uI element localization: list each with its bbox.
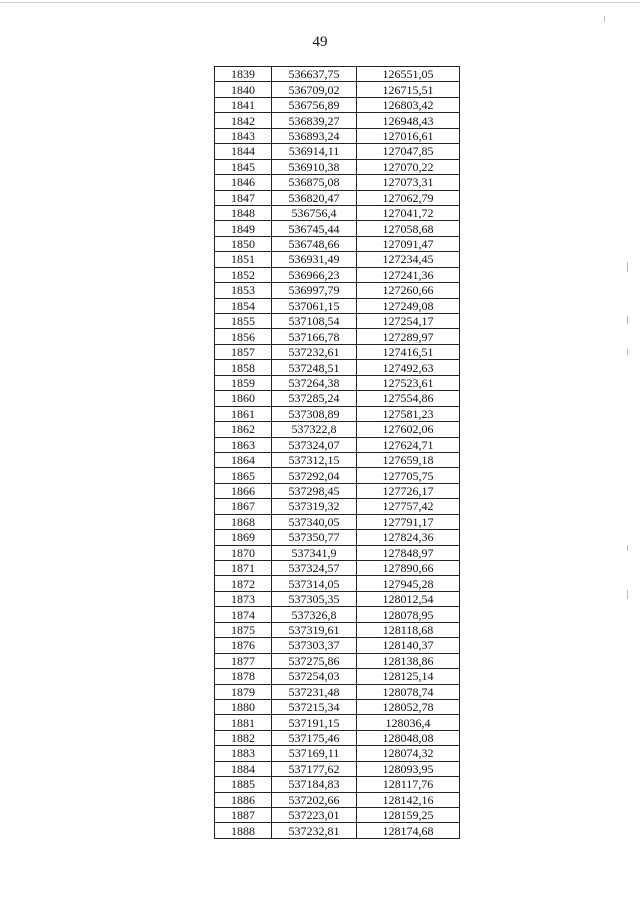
point-number-cell: 1839 [215,67,272,82]
x-coordinate-cell: 537303,37 [272,638,357,653]
y-coordinate-cell: 127492,63 [357,360,460,375]
x-coordinate-cell: 537223,01 [272,808,357,823]
x-coordinate-cell: 537350,77 [272,530,357,545]
point-number-cell: 1864 [215,452,272,467]
point-number-cell: 1848 [215,205,272,220]
y-coordinate-cell: 127073,31 [357,175,460,190]
x-coordinate-cell: 537202,66 [272,792,357,807]
table-row [215,823,460,838]
point-number-cell: 1872 [215,576,272,591]
y-coordinate-cell: 128140,37 [357,638,460,653]
point-number-cell: 1877 [215,653,272,668]
table-row [215,808,460,823]
x-coordinate-cell: 536875,08 [272,175,357,190]
table-row [215,545,460,560]
x-coordinate-cell: 537232,81 [272,823,357,838]
x-coordinate-cell: 537319,61 [272,622,357,637]
x-coordinate-cell: 536748,66 [272,236,357,251]
table-row [215,622,460,637]
y-coordinate-cell: 128074,32 [357,746,460,761]
table-row [215,375,460,390]
y-coordinate-cell: 127058,68 [357,221,460,236]
table-row [215,221,460,236]
y-coordinate-cell: 127234,45 [357,252,460,267]
table-row [215,499,460,514]
point-number-cell: 1887 [215,808,272,823]
x-coordinate-cell: 536709,02 [272,82,357,97]
x-coordinate-cell: 537292,04 [272,468,357,483]
x-coordinate-cell: 537285,24 [272,391,357,406]
table-row [215,591,460,606]
x-coordinate-cell: 537308,89 [272,406,357,421]
x-coordinate-cell: 536839,27 [272,113,357,128]
point-number-cell: 1855 [215,314,272,329]
y-coordinate-cell: 128052,78 [357,699,460,714]
y-coordinate-cell: 128036,4 [357,715,460,730]
y-coordinate-cell: 127890,66 [357,561,460,576]
point-number-cell: 1880 [215,699,272,714]
point-number-cell: 1847 [215,190,272,205]
x-coordinate-cell: 537305,35 [272,591,357,606]
x-coordinate-cell: 537326,8 [272,607,357,622]
table-row [215,699,460,714]
y-coordinate-cell: 128012,54 [357,591,460,606]
point-number-cell: 1843 [215,128,272,143]
point-number-cell: 1844 [215,144,272,159]
y-coordinate-cell: 126715,51 [357,82,460,97]
point-number-cell: 1841 [215,97,272,112]
table-row [215,344,460,359]
y-coordinate-cell: 127047,85 [357,144,460,159]
table-row [215,653,460,668]
table-row [215,97,460,112]
point-number-cell: 1865 [215,468,272,483]
y-coordinate-cell: 128159,25 [357,808,460,823]
x-coordinate-cell: 537298,45 [272,483,357,498]
table-row [215,452,460,467]
x-coordinate-cell: 537314,05 [272,576,357,591]
y-coordinate-cell: 126948,43 [357,113,460,128]
y-coordinate-cell: 127289,97 [357,329,460,344]
y-coordinate-cell: 127659,18 [357,452,460,467]
point-number-cell: 1881 [215,715,272,730]
point-number-cell: 1849 [215,221,272,236]
point-number-cell: 1875 [215,622,272,637]
point-number-cell: 1883 [215,746,272,761]
table-row [215,576,460,591]
scan-mark-right-2 [627,316,628,324]
point-number-cell: 1840 [215,82,272,97]
x-coordinate-cell: 537215,34 [272,699,357,714]
x-coordinate-cell: 536756,4 [272,205,357,220]
x-coordinate-cell: 537254,03 [272,669,357,684]
point-number-cell: 1882 [215,730,272,745]
y-coordinate-cell: 127260,66 [357,283,460,298]
y-coordinate-cell: 128125,14 [357,669,460,684]
scan-mark-right-1 [627,262,628,272]
x-coordinate-cell: 537191,15 [272,715,357,730]
y-coordinate-cell: 128118,68 [357,622,460,637]
table-row [215,360,460,375]
y-coordinate-cell: 127848,97 [357,545,460,560]
point-number-cell: 1886 [215,792,272,807]
table-row [215,684,460,699]
x-coordinate-cell: 537231,48 [272,684,357,699]
point-number-cell: 1874 [215,607,272,622]
x-coordinate-cell: 537108,54 [272,314,357,329]
point-number-cell: 1871 [215,561,272,576]
x-coordinate-cell: 537061,15 [272,298,357,313]
table-row [215,314,460,329]
table-row [215,67,460,82]
x-coordinate-cell: 537324,07 [272,437,357,452]
y-coordinate-cell: 126551,05 [357,67,460,82]
point-number-cell: 1852 [215,267,272,282]
table-row [215,128,460,143]
table-row [215,792,460,807]
x-coordinate-cell: 537340,05 [272,514,357,529]
point-number-cell: 1859 [215,375,272,390]
page-number: 49 [312,34,328,50]
y-coordinate-cell: 127416,51 [357,344,460,359]
x-coordinate-cell: 536820,47 [272,190,357,205]
table-row [215,298,460,313]
point-number-cell: 1878 [215,669,272,684]
x-coordinate-cell: 537177,62 [272,761,357,776]
point-number-cell: 1858 [215,360,272,375]
x-coordinate-cell: 537169,11 [272,746,357,761]
scan-top-edge [0,2,640,3]
point-number-cell: 1856 [215,329,272,344]
table-row [215,82,460,97]
x-coordinate-cell: 536914,11 [272,144,357,159]
table-row [215,777,460,792]
y-coordinate-cell: 128093,95 [357,761,460,776]
table-row [215,514,460,529]
table-row [215,236,460,251]
point-number-cell: 1867 [215,499,272,514]
table-row [215,267,460,282]
y-coordinate-cell: 127824,36 [357,530,460,545]
y-coordinate-cell: 127945,28 [357,576,460,591]
table-row [215,329,460,344]
x-coordinate-cell: 536910,38 [272,159,357,174]
y-coordinate-cell: 127554,86 [357,391,460,406]
point-number-cell: 1845 [215,159,272,174]
x-coordinate-cell: 537312,15 [272,452,357,467]
y-coordinate-cell: 128048,08 [357,730,460,745]
point-number-cell: 1884 [215,761,272,776]
x-coordinate-cell: 536997,79 [272,283,357,298]
table-row [215,715,460,730]
y-coordinate-cell: 127705,75 [357,468,460,483]
table-row [215,530,460,545]
y-coordinate-cell: 128078,95 [357,607,460,622]
y-coordinate-cell: 128174,68 [357,823,460,838]
x-coordinate-cell: 537248,51 [272,360,357,375]
point-number-cell: 1853 [215,283,272,298]
y-coordinate-cell: 127581,23 [357,406,460,421]
table-row [215,483,460,498]
y-coordinate-cell: 127726,17 [357,483,460,498]
table-row [215,730,460,745]
x-coordinate-cell: 537275,86 [272,653,357,668]
point-number-cell: 1862 [215,422,272,437]
x-coordinate-cell: 536745,44 [272,221,357,236]
point-number-cell: 1846 [215,175,272,190]
point-number-cell: 1861 [215,406,272,421]
x-coordinate-cell: 537264,38 [272,375,357,390]
y-coordinate-cell: 126803,42 [357,97,460,112]
point-number-cell: 1863 [215,437,272,452]
table-row [215,561,460,576]
y-coordinate-cell: 127016,61 [357,128,460,143]
point-number-cell: 1857 [215,344,272,359]
y-coordinate-cell: 127757,42 [357,499,460,514]
y-coordinate-cell: 127624,71 [357,437,460,452]
table-row [215,190,460,205]
scan-mark-right-4 [627,545,628,551]
table-row [215,607,460,622]
x-coordinate-cell: 537341,9 [272,545,357,560]
point-number-cell: 1885 [215,777,272,792]
y-coordinate-cell: 127062,79 [357,190,460,205]
point-number-cell: 1860 [215,391,272,406]
x-coordinate-cell: 536931,49 [272,252,357,267]
y-coordinate-cell: 128142,16 [357,792,460,807]
coordinate-table-body [215,67,460,839]
table-row [215,175,460,190]
y-coordinate-cell: 127602,06 [357,422,460,437]
x-coordinate-cell: 537175,46 [272,730,357,745]
table-row [215,283,460,298]
table-row [215,638,460,653]
x-coordinate-cell: 537322,8 [272,422,357,437]
point-number-cell: 1879 [215,684,272,699]
table-row [215,252,460,267]
scan-mark-top-right [604,16,605,22]
y-coordinate-cell: 127523,61 [357,375,460,390]
table-row [215,144,460,159]
x-coordinate-cell: 536637,75 [272,67,357,82]
point-number-cell: 1873 [215,591,272,606]
point-number-cell: 1870 [215,545,272,560]
y-coordinate-cell: 127241,36 [357,267,460,282]
scan-mark-right-3 [627,349,628,355]
table-row [215,437,460,452]
x-coordinate-cell: 537232,61 [272,344,357,359]
point-number-cell: 1842 [215,113,272,128]
table-row [215,406,460,421]
scan-mark-right-5 [627,590,628,599]
point-number-cell: 1888 [215,823,272,838]
table-row [215,159,460,174]
point-number-cell: 1868 [215,514,272,529]
x-coordinate-cell: 537324,57 [272,561,357,576]
y-coordinate-cell: 128117,76 [357,777,460,792]
y-coordinate-cell: 127091,47 [357,236,460,251]
table-row [215,422,460,437]
table-row [215,468,460,483]
y-coordinate-cell: 127791,17 [357,514,460,529]
x-coordinate-cell: 537184,83 [272,777,357,792]
x-coordinate-cell: 537166,78 [272,329,357,344]
coordinate-table [214,66,460,839]
y-coordinate-cell: 128138,86 [357,653,460,668]
table-row [215,205,460,220]
table-row [215,746,460,761]
y-coordinate-cell: 128078,74 [357,684,460,699]
y-coordinate-cell: 127070,22 [357,159,460,174]
y-coordinate-cell: 127249,08 [357,298,460,313]
point-number-cell: 1851 [215,252,272,267]
x-coordinate-cell: 537319,32 [272,499,357,514]
point-number-cell: 1854 [215,298,272,313]
x-coordinate-cell: 536966,23 [272,267,357,282]
point-number-cell: 1850 [215,236,272,251]
y-coordinate-cell: 127254,17 [357,314,460,329]
table-row [215,391,460,406]
table-row [215,761,460,776]
point-number-cell: 1866 [215,483,272,498]
table-row [215,113,460,128]
x-coordinate-cell: 536893,24 [272,128,357,143]
table-row [215,669,460,684]
y-coordinate-cell: 127041,72 [357,205,460,220]
point-number-cell: 1869 [215,530,272,545]
point-number-cell: 1876 [215,638,272,653]
x-coordinate-cell: 536756,89 [272,97,357,112]
